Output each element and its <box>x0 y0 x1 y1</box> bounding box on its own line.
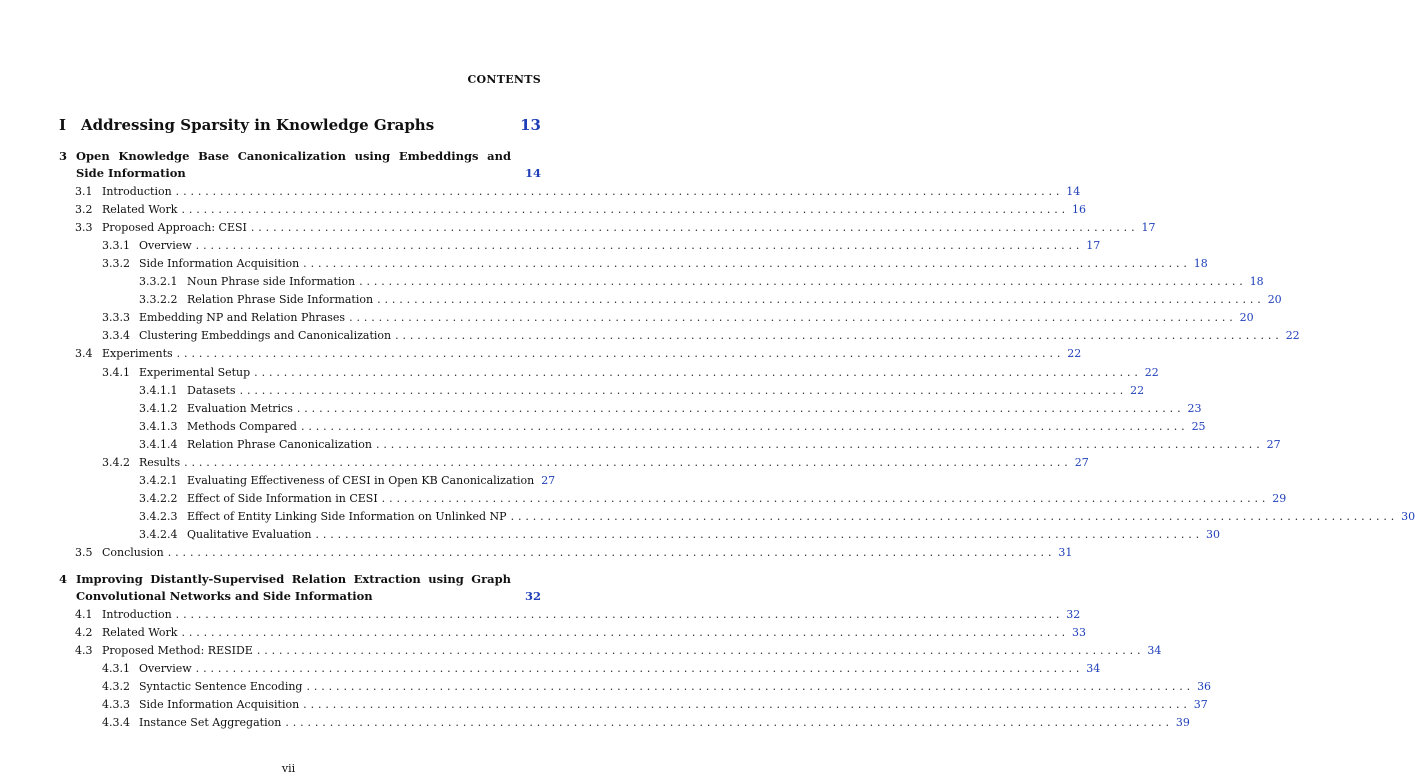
part-page-link[interactable]: 13 <box>520 116 541 134</box>
toc-entry-title: Experiments <box>102 347 173 361</box>
toc-entry[interactable] <box>0 472 556 490</box>
dot-leader: ........................................................................................................................ <box>303 257 1191 271</box>
toc-entry-number: 4.1 <box>75 608 93 621</box>
dot-leader: ........................................................................................................................ <box>359 275 1247 289</box>
dot-leader: ........................................................................................................................ <box>175 185 1064 198</box>
toc-entry-number: 3.3.4 <box>102 329 130 343</box>
chapter-page-link[interactable]: 14 <box>524 166 541 180</box>
toc-entry-title: Relation Phrase Side Information <box>187 293 374 307</box>
toc-entry-number: 3.3.2 <box>102 257 130 271</box>
toc-entry-title: Instance Set Aggregation <box>139 716 282 730</box>
toc-entry-number: 3.4.1.2 <box>139 401 178 415</box>
toc-entry-number: 3.4.1.1 <box>139 383 178 397</box>
toc-entry-page-link[interactable]: 37 <box>1193 698 1208 712</box>
toc-entry-number: 3.4.2.3 <box>139 509 178 523</box>
toc-entry-number: 4.3 <box>75 644 93 658</box>
toc-entry[interactable] <box>0 291 1282 309</box>
toc-entry[interactable] <box>0 237 1101 255</box>
toc-entry[interactable] <box>0 660 1101 678</box>
toc-entry-title: Overview <box>139 662 192 676</box>
toc-entry[interactable] <box>0 678 1212 696</box>
chapter-title: Improving Distantly-Supervised Relation Extraction using Graph Convolutional Networks and Side Information <box>76 572 511 603</box>
toc-entry-page-link[interactable]: 20 <box>1267 293 1282 307</box>
dot-leader: ........................................................................................................................ <box>315 527 1204 541</box>
toc-entry-title: Relation Phrase Canonicalization <box>187 437 373 451</box>
dot-leader: ........................................................................................................................ <box>254 365 1142 379</box>
toc-entry-number: 3.3.1 <box>102 239 130 253</box>
toc-entry-page-link[interactable]: 18 <box>1249 275 1264 289</box>
toc-entry[interactable] <box>0 490 1287 508</box>
toc-entry-number: 3.4.2.2 <box>139 491 178 505</box>
dot-leader: ........................................................................................................................ <box>181 626 1070 640</box>
toc-entry[interactable] <box>0 201 1087 219</box>
toc-entry-page-link[interactable]: 29 <box>1272 491 1287 505</box>
part-heading <box>59 116 541 136</box>
dot-leader: ........................................................................................................................ <box>510 509 1399 523</box>
toc-entry[interactable] <box>0 400 1202 418</box>
dot-leader: ........................................................................................................................ <box>381 491 1270 505</box>
toc-entry-page-link[interactable]: 30 <box>1206 527 1221 541</box>
toc-entry[interactable] <box>0 642 1162 660</box>
toc-entry-page-link[interactable]: 31 <box>1058 546 1073 559</box>
toc-entry[interactable] <box>0 309 1254 327</box>
toc-entry-page-link[interactable]: 27 <box>1074 455 1089 469</box>
toc-entry-number: 3.1 <box>75 185 93 198</box>
dot-leader: ........................................................................................................................ <box>250 221 1139 235</box>
chapter-number: 3 <box>59 149 68 163</box>
chapter-heading <box>59 148 541 182</box>
toc-entry[interactable] <box>0 454 1089 472</box>
toc-entry-page-link[interactable]: 36 <box>1197 680 1212 694</box>
toc-entry-page-link[interactable]: 17 <box>1141 221 1156 235</box>
toc-entry-page-link[interactable]: 22 <box>1130 383 1145 397</box>
toc-entry-number: 4.3.4 <box>102 716 130 730</box>
toc-entry[interactable] <box>0 418 1206 436</box>
toc-entry-number: 3.4.2.4 <box>139 527 178 541</box>
toc-entry[interactable] <box>0 624 1087 642</box>
toc-entry[interactable] <box>0 714 1190 732</box>
dot-leader: ........................................................................................................................ <box>195 239 1084 253</box>
toc-entry-page-link[interactable]: 22 <box>1067 347 1082 361</box>
toc-entry-page-link[interactable]: 34 <box>1147 644 1162 658</box>
toc-entry-page-link[interactable]: 14 <box>1066 185 1081 198</box>
toc-entry-title: Clustering Embeddings and Canonicalization <box>139 329 392 343</box>
toc-entry-page-link[interactable]: 22 <box>1144 365 1159 379</box>
toc-entry-title: Evaluation Metrics <box>187 401 293 415</box>
toc-entry[interactable] <box>0 345 1082 363</box>
toc-entry[interactable] <box>0 508 1415 526</box>
toc-entry-number: 4.2 <box>75 626 93 640</box>
toc-entry-title: Embedding NP and Relation Phrases <box>139 311 346 325</box>
toc-entry-title: Qualitative Evaluation <box>187 527 312 541</box>
dot-leader: ........................................................................................................................ <box>285 716 1173 730</box>
toc-entry-number: 3.4.1.4 <box>139 437 178 451</box>
dot-leader: ........................................................................................................................ <box>256 644 1145 658</box>
toc-entry-number: 4.3.1 <box>102 662 130 676</box>
toc-entry-page-link[interactable]: 34 <box>1086 662 1101 676</box>
toc-entry-number: 3.3 <box>75 221 93 235</box>
toc-entry-page-link[interactable]: 23 <box>1187 401 1202 415</box>
toc-entry-title: Proposed Approach: CESI <box>102 221 247 235</box>
toc-entry-page-link[interactable]: 30 <box>1401 509 1415 523</box>
toc-entry-number: 3.4.2 <box>102 455 130 469</box>
dot-leader: ........................................................................................................................ <box>306 680 1195 694</box>
toc-entry-title: Datasets <box>187 383 236 397</box>
toc-entry-title: Overview <box>139 239 192 253</box>
chapter-heading <box>59 571 541 605</box>
toc-entry-number: 3.2 <box>75 203 93 217</box>
toc-entry-title: Related Work <box>102 203 178 217</box>
toc-entry[interactable] <box>0 364 1159 382</box>
toc-entry-title: Results <box>139 455 181 469</box>
toc-entry-number: 4.3.3 <box>102 698 130 712</box>
toc-entry[interactable] <box>0 255 1208 273</box>
dot-leader: ........................................................................................................................ <box>176 347 1065 361</box>
dot-leader: ........................................................................................................................ <box>195 662 1084 676</box>
toc-entry-title: Related Work <box>102 626 178 640</box>
chapter-page-link[interactable]: 32 <box>524 589 541 603</box>
dot-leader: ........................................................................................................................ <box>175 608 1064 621</box>
dot-leader: ........................................................................................................................ <box>303 698 1191 712</box>
toc-entry-page-link[interactable]: 33 <box>1072 626 1087 640</box>
running-header: CONTENTS <box>467 73 541 86</box>
toc-entry-title: Effect of Entity Linking Side Information on Unlinked NP <box>187 509 507 523</box>
toc-entry-page-link[interactable]: 39 <box>1175 716 1190 730</box>
toc-entry[interactable] <box>0 273 1264 291</box>
toc-entry-title: Effect of Side Information in CESI <box>187 491 378 505</box>
dot-leader: ........................................................................................................................ <box>349 311 1237 325</box>
page-number: vii <box>281 762 296 775</box>
toc-entry[interactable] <box>0 327 1300 345</box>
toc-entry[interactable] <box>0 382 1145 400</box>
dot-leader: ........................................................................................................................ <box>181 203 1070 217</box>
toc-entry-number: 3.4 <box>75 347 93 361</box>
toc-entry-title: Noun Phrase side Information <box>187 275 356 289</box>
toc-entry-number: 3.4.1 <box>102 365 130 379</box>
toc-entry-number: 4.3.2 <box>102 680 130 694</box>
toc-entry-title: Syntactic Sentence Encoding <box>139 680 303 694</box>
toc-entry-title: Evaluating Effectiveness of CESI in Open KB Canonicalization <box>187 473 535 487</box>
dot-leader: ........................................................................................................................ <box>239 383 1128 397</box>
toc-entry-number: 3.5 <box>75 546 93 559</box>
toc-entry[interactable] <box>0 219 1156 237</box>
toc-entry-title: Experimental Setup <box>139 365 251 379</box>
toc-entry-page-link[interactable]: 27 <box>1266 437 1281 451</box>
toc-entry-title: Conclusion <box>102 546 164 559</box>
dot-leader: ........................................................................................................................ <box>184 455 1072 469</box>
toc-entry-title: Side Information Acquisition <box>139 257 300 271</box>
toc-entry-page-link[interactable]: 32 <box>1066 608 1081 621</box>
toc-entry-number: 3.4.2.1 <box>139 473 178 487</box>
chapter-number: 4 <box>59 572 68 586</box>
toc-entry[interactable] <box>0 544 1073 562</box>
toc-entry-title: Methods Compared <box>187 419 297 433</box>
part-number: I <box>59 116 67 134</box>
toc-entry[interactable] <box>0 606 1081 624</box>
toc-entry[interactable] <box>0 436 1281 454</box>
toc-entry[interactable] <box>0 526 1221 544</box>
toc-entry-title: Introduction <box>102 608 172 621</box>
toc-entry[interactable] <box>0 696 1208 714</box>
toc-entry-title: Introduction <box>102 185 172 198</box>
part-title: Addressing Sparsity in Knowledge Graphs <box>81 116 435 134</box>
toc-entry-title: Proposed Method: RESIDE <box>102 644 253 658</box>
toc-entry-page-link[interactable]: 18 <box>1193 257 1208 271</box>
toc-entry-number: 3.3.2.1 <box>139 275 178 289</box>
toc-entry-page-link[interactable]: 20 <box>1239 311 1254 325</box>
toc-entry-page-link[interactable]: 27 <box>541 473 556 487</box>
toc-entry-page-link[interactable]: 22 <box>1285 329 1300 343</box>
dot-leader: ........................................................................................................................ <box>377 293 1265 307</box>
dot-leader: ........................................................................................................................ <box>300 419 1189 433</box>
chapter-title: Open Knowledge Base Canonicalization using Embeddings and Side Information <box>76 149 511 180</box>
toc-entry-page-link[interactable]: 25 <box>1191 419 1206 433</box>
toc-entry-title: Side Information Acquisition <box>139 698 300 712</box>
toc-entry-number: 3.4.1.3 <box>139 419 178 433</box>
dot-leader: ........................................................................................................................ <box>376 437 1264 451</box>
toc-entry-page-link[interactable]: 16 <box>1072 203 1087 217</box>
toc-entry-number: 3.3.3 <box>102 311 130 325</box>
dot-leader: ........................................................................................................................ <box>296 401 1185 415</box>
toc-entry-page-link[interactable]: 17 <box>1086 239 1101 253</box>
dot-leader: ........................................................................................................................ <box>395 329 1283 343</box>
dot-leader: ........................................................................................................................ <box>167 546 1056 559</box>
toc-entry-number: 3.3.2.2 <box>139 293 178 307</box>
toc-entry[interactable] <box>0 183 1081 201</box>
